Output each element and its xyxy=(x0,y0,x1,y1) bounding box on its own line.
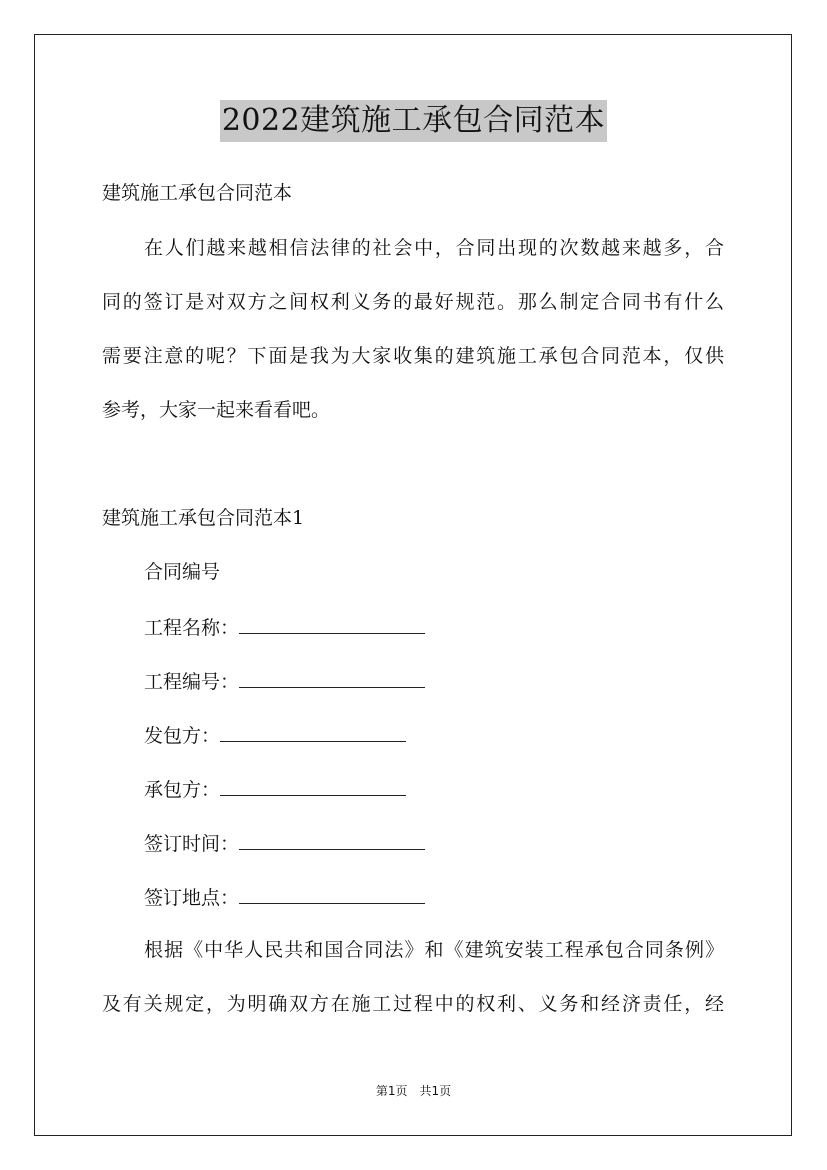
fill-in-blank xyxy=(239,613,425,634)
field-project-name xyxy=(144,613,425,641)
field-project-number xyxy=(144,667,425,695)
field-employer xyxy=(144,721,406,749)
field-label: 工程名称： xyxy=(144,617,240,639)
field-signing-time xyxy=(144,829,425,857)
body-line: 根据《中华人民共和国合同法》和《建筑安装工程承包合同条例》 xyxy=(144,939,724,961)
field-signing-place xyxy=(144,883,425,911)
field-label: 承包方： xyxy=(144,779,221,801)
title-container xyxy=(0,100,827,142)
subtitle: 建筑施工承包合同范本 xyxy=(102,182,293,204)
section-heading: 建筑施工承包合同范本1 xyxy=(102,507,305,529)
body-line: 及有关规定，为明确双方在施工过程中的权利、义务和经济责任，经 xyxy=(102,993,724,1015)
intro-line: 在人们越来越相信法律的社会中，合同出现的次数越来越多，合 xyxy=(144,237,724,259)
intro-line: 需要注意的呢？下面是我为大家收集的建筑施工承包合同范本，仅供 xyxy=(102,345,724,367)
field-label: 签订时间： xyxy=(144,833,240,855)
field-label: 工程编号： xyxy=(144,671,240,693)
page-footer: 第1页 共1页 xyxy=(375,1084,452,1098)
fill-in-blank xyxy=(239,883,425,904)
fill-in-blank xyxy=(239,829,425,850)
fill-in-blank xyxy=(220,775,406,796)
field-contractor xyxy=(144,775,406,803)
field-label: 签订地点： xyxy=(144,887,240,909)
contract-number-label: 合同编号 xyxy=(144,561,221,583)
intro-line: 参考，大家一起来看看吧。 xyxy=(102,399,331,421)
fill-in-blank xyxy=(239,667,425,688)
fill-in-blank xyxy=(220,721,406,742)
intro-line: 同的签订是对双方之间权利义务的最好规范。那么制定合同书有什么 xyxy=(102,291,724,313)
document-title: 2022建筑施工承包合同范本 xyxy=(220,100,607,142)
field-label: 发包方： xyxy=(144,725,221,747)
